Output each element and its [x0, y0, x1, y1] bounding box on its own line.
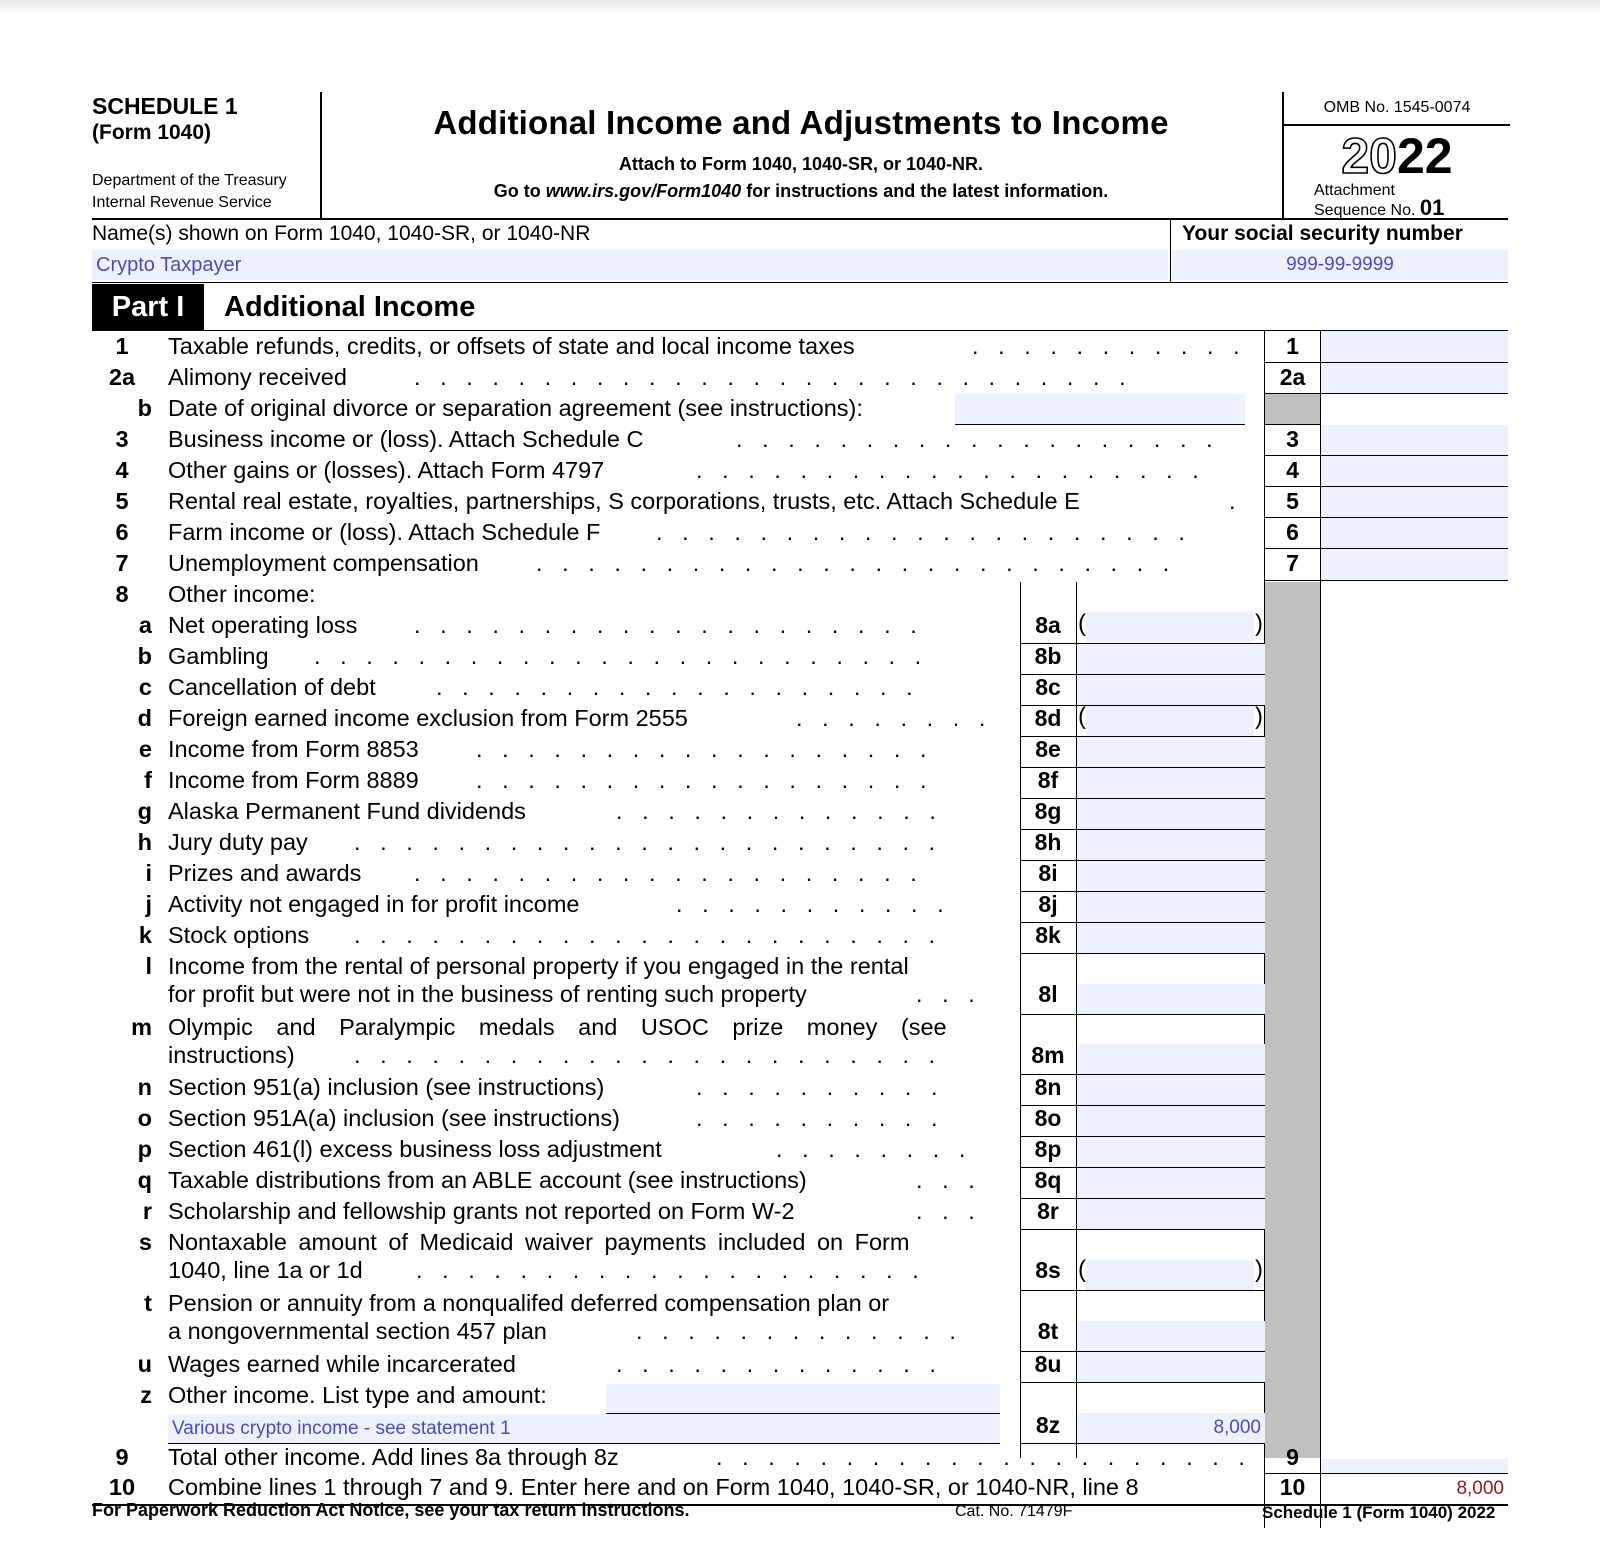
leader-dots: . . . . . . . . . . . . . . . . . . . . . . . — [354, 922, 936, 948]
line-text-2: 1040, line 1a or 1d — [168, 1257, 363, 1283]
department — [92, 170, 287, 214]
box-label-8q: 8q — [1034, 1167, 1062, 1193]
header-left-block — [92, 92, 322, 218]
leader-dots: . . . . . . . . — [776, 1136, 966, 1162]
amount-field-8l[interactable] — [1077, 984, 1265, 1014]
amount-field-8t[interactable] — [1077, 1321, 1265, 1351]
line-text: Rental real estate, royalties, partnerships, S corporations, trusts, etc. Attach Schedule E — [168, 488, 1080, 514]
attachment-sequence — [1284, 182, 1510, 219]
amount-field-8p[interactable] — [1077, 1137, 1265, 1167]
line-number: 5 — [115, 488, 129, 514]
box-label-8l: 8l — [1038, 981, 1058, 1007]
name-field[interactable]: Crypto Taxpayer — [92, 250, 1168, 280]
box-label-8f: 8f — [1037, 767, 1059, 793]
amount-field-8g[interactable] — [1077, 799, 1265, 829]
open-paren: ( — [1078, 610, 1086, 637]
amount-field-8f[interactable] — [1077, 768, 1265, 798]
line-letter: j — [145, 891, 152, 917]
line-letter: p — [137, 1136, 152, 1162]
line-letter: s — [138, 1229, 152, 1255]
amount-field-8z[interactable]: 8,000 — [1077, 1413, 1265, 1443]
other-income-type-field-1[interactable] — [606, 1384, 1000, 1413]
amount-field-10[interactable]: 8,000 — [1456, 1478, 1504, 1499]
leader-dots: . . . . . . . . . . . . . . . . . . — [476, 736, 927, 762]
box-label-8t: 8t — [1037, 1318, 1059, 1344]
line-text: Other income: — [168, 581, 316, 607]
schedule-label: SCHEDULE 1 — [92, 93, 238, 119]
line-letter: n — [137, 1074, 152, 1100]
sequence-number: 01 — [1419, 195, 1445, 220]
leader-dots: . . . . . . . . . . . . . . . . . . . . . . . . . — [536, 550, 1170, 576]
goto-prefix: Go to — [493, 181, 546, 201]
divorce-date-field[interactable] — [955, 394, 1245, 424]
line-text: Section 951A(a) inclusion (see instructions) — [168, 1105, 620, 1131]
leader-dots: . . . . . . . . . . . . . . . . . . . . — [416, 1257, 919, 1283]
line-text: Net operating loss — [168, 612, 358, 638]
header-divider — [92, 218, 1508, 220]
amount-field-8n[interactable] — [1077, 1075, 1265, 1105]
row-divider — [1020, 1290, 1265, 1291]
year-bold: 22 — [1397, 128, 1453, 184]
line-letter: e — [138, 736, 152, 762]
close-paren: ) — [1255, 1256, 1263, 1283]
row-divider — [1020, 953, 1265, 954]
part-title: Additional Income — [224, 291, 476, 323]
line-letter: d — [137, 705, 152, 731]
box-label-7: 7 — [1286, 550, 1299, 576]
row-divider — [1265, 393, 1508, 394]
part-divider — [92, 330, 1508, 331]
line-text-2: for profit but were not in the business of renting such property — [168, 981, 807, 1007]
line-number: 10 — [108, 1474, 136, 1500]
attachment-label: Attachment — [1314, 182, 1395, 199]
box-label-8g: 8g — [1034, 798, 1062, 824]
leader-dots: . . . — [916, 1198, 975, 1224]
line-text: Jury duty pay — [168, 829, 308, 855]
shaded-cell-2b — [1265, 394, 1320, 424]
line-text: Wages earned while incarcerated — [168, 1351, 516, 1377]
amount-field-8s[interactable] — [1086, 1260, 1254, 1290]
leader-dots: . . . . . . . . . . . . . . . . . . . . — [414, 612, 917, 638]
amount-field-4[interactable] — [1321, 456, 1508, 486]
amount-field-8o[interactable] — [1077, 1106, 1265, 1136]
line-letter: a — [138, 612, 152, 638]
irs-link[interactable]: www.irs.gov/Form1040 — [545, 181, 742, 201]
line-text-1: Nontaxable amount of Medicaid waiver payments included on Form — [168, 1229, 910, 1255]
line-letter: g — [137, 798, 152, 824]
box-label-3: 3 — [1286, 426, 1299, 452]
line-letter: t — [144, 1290, 152, 1316]
leader-dots: . . . . . . . . . . . . . . . . . . . . . — [716, 1444, 1245, 1470]
goto-instruction — [322, 181, 1280, 202]
line-letter: c — [138, 674, 152, 700]
catalog-number: Cat. No. 71479F — [955, 1503, 1073, 1520]
line-letter: o — [137, 1105, 152, 1131]
paperwork-notice: For Paperwork Reduction Act Notice, see your tax return instructions. — [92, 1500, 690, 1520]
amount-field-8e[interactable] — [1077, 737, 1265, 767]
line-text: Foreign earned income exclusion from Form 2555 — [168, 705, 688, 731]
line-text-1 — [168, 1014, 1092, 1041]
leader-dots: . . . . . . . . — [796, 705, 986, 731]
amount-field-8h[interactable] — [1077, 830, 1265, 860]
box-label-8b: 8b — [1034, 643, 1062, 669]
amount-field-2a[interactable] — [1321, 363, 1508, 393]
name-label: Name(s) shown on Form 1040, 1040-SR, or 1040-NR — [92, 222, 591, 245]
line-text: Business income or (loss). Attach Schedule C — [168, 426, 644, 452]
line-text: Taxable distributions from an ABLE account (see instructions) — [168, 1167, 807, 1193]
leader-dots: . . . . . . . . . . — [696, 1105, 938, 1131]
line-text-1-content: Olympic and Paralympic medals and USOC prize money (see — [168, 1014, 947, 1040]
box-label-8m: 8m — [1031, 1042, 1065, 1068]
line-text: Farm income or (loss). Attach Schedule F — [168, 519, 601, 545]
field-underline — [955, 424, 1245, 425]
line-text: Section 461(l) excess business loss adjustment — [168, 1136, 662, 1162]
box-label-6: 6 — [1286, 519, 1299, 545]
row-divider — [1265, 580, 1508, 581]
line-text-1: Pension or annuity from a nonqualifed deferred compensation plan or — [168, 1290, 890, 1316]
line-text: Taxable refunds, credits, or offsets of state and local income taxes — [168, 333, 855, 359]
line-text: Alaska Permanent Fund dividends — [168, 798, 526, 824]
line-text: Date of original divorce or separation agreement (see instructions): — [168, 395, 863, 421]
amount-field-9[interactable] — [1321, 1459, 1508, 1473]
box-label-8a: 8a — [1035, 612, 1061, 638]
line-text-2: a nongovernmental section 457 plan — [168, 1318, 547, 1344]
box-label-8r: 8r — [1037, 1198, 1059, 1224]
box-label-8e: 8e — [1035, 736, 1061, 762]
line-text: Cancellation of debt — [168, 674, 376, 700]
line-number: 6 — [115, 519, 129, 545]
leader-dots: . . . . . . . . . . . . . — [616, 1351, 936, 1377]
box-label-10: 10 — [1279, 1474, 1306, 1500]
box-label-8k: 8k — [1035, 922, 1061, 948]
line-text: Scholarship and fellowship grants not reported on Form W-2 — [168, 1198, 795, 1224]
leader-dots: . . . . . . . . . . . . . . . . . . . . — [696, 457, 1199, 483]
leader-dots: . . . . . . . . . . . . . . . . . . — [476, 767, 927, 793]
tax-year — [1284, 130, 1510, 182]
row-divider — [1020, 1382, 1265, 1383]
leader-dots: . — [1229, 488, 1236, 514]
line-number: 9 — [115, 1444, 129, 1470]
line-text: Income from Form 8889 — [168, 767, 419, 793]
box-label-8j: 8j — [1038, 891, 1058, 917]
leader-dots: . . . . . . . . . . . . . . . . . . . . . . . — [354, 1042, 936, 1068]
form-footer-id: Schedule 1 (Form 1040) 2022 — [1262, 1503, 1496, 1522]
line-number: 7 — [115, 550, 129, 576]
amount-field-8b[interactable] — [1077, 644, 1265, 674]
box-label-8c: 8c — [1035, 674, 1061, 700]
amount-field-6[interactable] — [1321, 518, 1508, 548]
box-label-4: 4 — [1286, 457, 1299, 483]
amount-field-3[interactable] — [1321, 425, 1508, 455]
line-letter: f — [144, 767, 152, 793]
part-badge: Part I — [92, 284, 204, 330]
leader-dots: . . . — [916, 981, 975, 1007]
line-text-2: instructions) — [168, 1042, 295, 1068]
line-letter: z — [140, 1382, 152, 1408]
goto-suffix: for instructions and the latest information. — [741, 181, 1109, 201]
box-label-8o: 8o — [1034, 1105, 1062, 1131]
attach-instruction: Attach to Form 1040, 1040-SR, or 1040-NR. — [618, 154, 984, 174]
line-letter: q — [137, 1167, 152, 1193]
header-right-block — [1282, 92, 1510, 218]
line-letter: h — [137, 829, 152, 855]
leader-dots: . . . . . . . . . . . . . . . . . . . . . — [656, 519, 1185, 545]
line-number: 3 — [115, 426, 129, 452]
line-letter: b — [137, 395, 152, 421]
leader-dots: . . . . . . . . . . . — [972, 333, 1240, 359]
line-letter: l — [145, 953, 152, 979]
leader-dots: . . . . . . . . . . . . . . . . . . . — [736, 426, 1213, 452]
box-label-1: 1 — [1286, 333, 1299, 359]
shaded-column-8 — [1265, 582, 1320, 1458]
box-label-2a: 2a — [1279, 364, 1306, 390]
amount-field-8q[interactable] — [1077, 1168, 1265, 1198]
box-label-5: 5 — [1286, 488, 1299, 514]
box-label-8d: 8d — [1034, 705, 1062, 731]
row-divider — [1020, 1229, 1265, 1230]
line-text: Income from Form 8853 — [168, 736, 419, 762]
leader-dots: . . . . . . . . . . . . . . . . . . . . — [414, 860, 917, 886]
box-label-8p: 8p — [1034, 1136, 1062, 1162]
amount-field-8a[interactable] — [1086, 612, 1254, 642]
amount-field-8m[interactable] — [1077, 1044, 1265, 1074]
line-letter: i — [145, 860, 152, 886]
year-outline: 20 — [1341, 128, 1397, 184]
name-row-divider — [92, 282, 1508, 283]
line-text: Activity not engaged in for profit income — [168, 891, 580, 917]
line-number: 8 — [115, 581, 129, 607]
amount-field-8k[interactable] — [1077, 923, 1265, 953]
line-text: Other gains or (losses). Attach Form 4797 — [168, 457, 605, 483]
close-paren: ) — [1255, 610, 1263, 637]
amount-field-8i[interactable] — [1077, 861, 1265, 891]
line-letter: r — [142, 1198, 152, 1224]
leader-dots: . . . . . . . . . . . — [676, 891, 944, 917]
line-number: 1 — [115, 333, 129, 359]
sequence-label: Sequence No. — [1314, 202, 1416, 219]
line-text: Total other income. Add lines 8a through 8z — [168, 1444, 619, 1470]
other-income-type-field-2[interactable]: Various crypto income - see statement 1 — [168, 1414, 1000, 1443]
form-number: (Form 1040) — [92, 121, 212, 144]
line-text: Stock options — [168, 922, 310, 948]
amount-field-5[interactable] — [1321, 487, 1508, 517]
header-center-block — [322, 92, 1280, 218]
row-divider — [1265, 424, 1320, 425]
amount-field-8u[interactable] — [1077, 1352, 1265, 1382]
amount-field-8j[interactable] — [1077, 892, 1265, 922]
amount-field-1[interactable] — [1321, 331, 1508, 362]
line-text: Unemployment compensation — [168, 550, 479, 576]
line-letter: k — [138, 922, 152, 948]
department-line-2: Internal Revenue Service — [92, 194, 272, 211]
line-text: Combine lines 1 through 7 and 9. Enter here and on Form 1040, 1040-SR, or 1040-NR, line 8 — [168, 1474, 1139, 1500]
line-letter: u — [137, 1351, 152, 1377]
line-text: Prizes and awards — [168, 860, 362, 886]
leader-dots: . . . — [916, 1167, 975, 1193]
box-label-8n: 8n — [1034, 1074, 1062, 1100]
leader-dots: . . . . . . . . . . . . . — [616, 798, 936, 824]
line-letter: b — [137, 643, 152, 669]
open-paren: ( — [1078, 1256, 1086, 1283]
open-paren: ( — [1078, 703, 1086, 730]
leader-dots: . . . . . . . . . . . . . — [636, 1318, 956, 1344]
line-text: Alimony received — [168, 364, 347, 390]
leader-dots: . . . . . . . . . . . . . . . . . . . . . . . — [354, 829, 936, 855]
line-letter: m — [131, 1014, 152, 1040]
amount-field-8r[interactable] — [1077, 1199, 1265, 1229]
box-label-8i: 8i — [1038, 860, 1058, 886]
leader-dots: . . . . . . . . . . . . . . . . . . . — [436, 674, 913, 700]
department-line-1: Department of the Treasury — [92, 172, 287, 189]
box-label-8z: 8z — [1035, 1412, 1061, 1438]
box-label-8h: 8h — [1034, 829, 1062, 855]
omb-number: OMB No. 1545-0074 — [1284, 92, 1510, 126]
box-label-8u: 8u — [1034, 1351, 1062, 1377]
top-shadow — [0, 0, 1600, 14]
line-text: Other income. List type and amount: — [168, 1382, 547, 1408]
line-text: Section 951(a) inclusion (see instructions) — [168, 1074, 605, 1100]
form-title: Additional Income and Adjustments to Income — [433, 104, 1169, 141]
ssn-label: Your social security number — [1182, 222, 1463, 245]
leader-dots: . . . . . . . . . . — [696, 1074, 938, 1100]
ssn-field[interactable]: 999-99-9999 — [1172, 250, 1508, 280]
amount-field-8d[interactable] — [1086, 706, 1254, 736]
box-label-9: 9 — [1286, 1444, 1299, 1470]
line-number: 2a — [108, 364, 136, 390]
amount-field-7[interactable] — [1321, 549, 1508, 580]
line-text: Gambling — [168, 643, 269, 669]
amount-field-8c[interactable] — [1077, 675, 1265, 705]
leader-dots: . . . . . . . . . . . . . . . . . . . . . . . . — [314, 643, 922, 669]
ssn-divider — [1170, 220, 1171, 282]
leader-dots: . . . . . . . . . . . . . . . . . . . . . . . . . . . . — [414, 364, 1126, 390]
close-paren: ) — [1255, 703, 1263, 730]
line-text-1: Income from the rental of personal property if you engaged in the rental — [168, 953, 909, 979]
line-number: 4 — [115, 457, 129, 483]
box-label-8s: 8s — [1035, 1257, 1061, 1283]
